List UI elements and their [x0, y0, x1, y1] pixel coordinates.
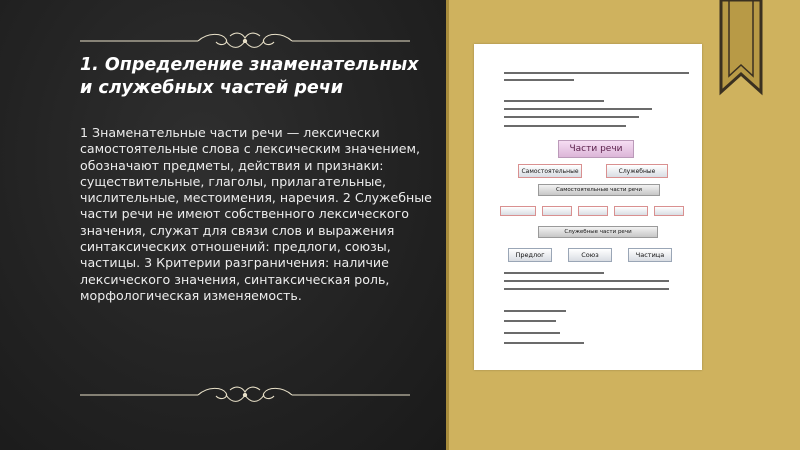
diagram-small-box [578, 206, 608, 216]
diagram-small-box [542, 206, 572, 216]
diagram-group-box: Самостоятельные части речи [538, 184, 660, 196]
diagram-root-box: Части речи [558, 140, 634, 158]
diagram-small-box [654, 206, 684, 216]
diagram-level1-box: Служебные [606, 164, 668, 178]
doc-text-line [504, 342, 584, 344]
diagram-small-box [614, 206, 648, 216]
diagram-service-box: Предлог [508, 248, 552, 262]
doc-text-line [504, 108, 652, 110]
flourish-divider-icon [80, 387, 410, 401]
doc-text-line [504, 100, 604, 102]
ornament-bottom-divider [80, 384, 410, 406]
bookmark-ribbon-icon [715, 0, 767, 100]
slide-body-text: 1 Знаменательные части речи — лексически самостоятельные слова с лексическим значением, обозначают предметы, действия и признаки: существительные, глаголы, прилагательные, числительные, местоимения, наречия. 2 Служебные части речи не имеют собственного лексического значения, служат для связи слов и выражения синтаксических отношений: предлоги, союзы, частицы. 3 Критерии разграничения: наличие лексического значения, синтаксическая роль, морфологическая изменяемость. [80, 125, 432, 303]
diagram-service-box: Частица [628, 248, 672, 262]
doc-text-line [504, 332, 560, 334]
doc-text-line [504, 72, 689, 74]
diagram-group-box: Служебные части речи [538, 226, 658, 238]
diagram-level1-box: Самостоятельные [518, 164, 582, 178]
ornament-top-divider [80, 30, 410, 52]
doc-text-line [504, 288, 669, 290]
doc-text-line [504, 310, 566, 312]
diagram-service-box: Союз [568, 248, 612, 262]
doc-text-line [504, 116, 639, 118]
panel-divider [446, 0, 449, 450]
doc-text-line [504, 272, 604, 274]
doc-text-line [504, 280, 669, 282]
doc-text-line [504, 79, 574, 81]
flourish-divider-icon [80, 33, 410, 47]
doc-text-line [504, 320, 556, 322]
doc-text-line [504, 125, 626, 127]
document-preview [474, 44, 702, 370]
slide-title: 1. Определение знаменательных и служебных частей речи [80, 55, 419, 98]
diagram-small-box [500, 206, 536, 216]
